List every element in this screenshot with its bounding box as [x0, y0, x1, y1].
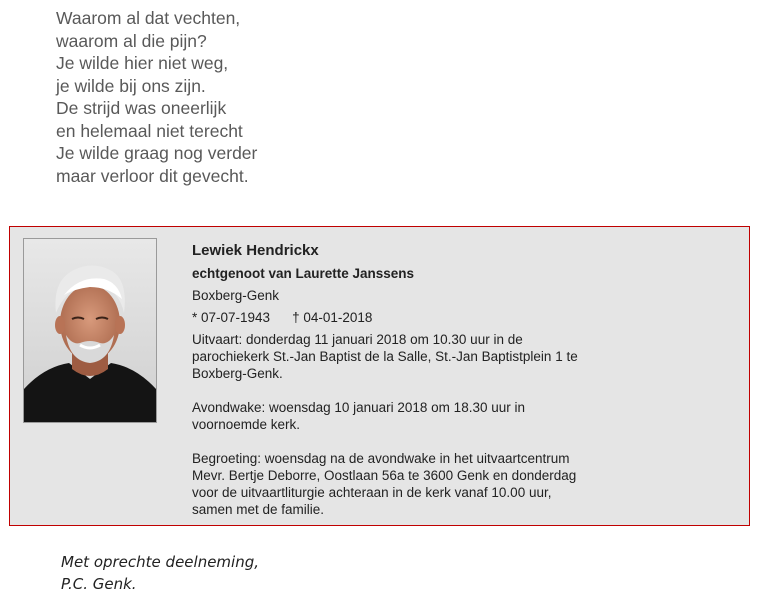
poem-line: Je wilde hier niet weg,: [56, 53, 229, 73]
deceased-name: Lewiek Hendrickx: [192, 242, 319, 259]
portrait-image: [24, 239, 156, 422]
poem-line: Waarom al dat vechten,: [56, 8, 241, 28]
poem-line: maar verloor dit gevecht.: [56, 165, 249, 186]
dates-line: [192, 309, 592, 326]
poem-line: waarom al die pijn?: [56, 30, 207, 51]
poem-line: je wilde bij ons zijn.: [56, 75, 206, 96]
notice-text: [192, 241, 592, 535]
death-notice-card: [9, 226, 750, 526]
closing-signature: P.C. Genk.: [61, 575, 137, 593]
closing-message: [61, 551, 259, 595]
birth-date: * 07-07-1943: [192, 310, 271, 325]
place-line: Boxberg-Genk: [192, 288, 280, 303]
poem: [56, 7, 257, 187]
poem-line: De strijd was oneerlijk: [56, 98, 227, 118]
portrait-photo: [23, 238, 157, 423]
spouse-line: echtgenoot van Laurette Janssens: [192, 266, 415, 281]
wake-paragraph: Avondwake: woensdag 10 januari 2018 om 18.30 uur in voornoemde kerk.: [192, 400, 525, 432]
closing-line: Met oprechte deelneming,: [61, 553, 260, 571]
funeral-paragraph: Uitvaart: donderdag 11 januari 2018 om 10.30 uur in de parochiekerk St.-Jan Baptist de la Salle, St.-Jan Baptistplein 1 te Boxberg-Genk.: [192, 332, 578, 381]
poem-line: Je wilde graag nog verder: [56, 143, 258, 163]
greeting-paragraph: Begroeting: woensdag na de avondwake in het uitvaartcentrum Mevr. Bertje Deborre, Oostlaan 56a te 3600 Genk en donderdag voor de uitvaartliturgie achteraan in de kerk vanaf 10.00 uur, samen met de familie.: [192, 451, 577, 517]
poem-line: en helemaal niet terecht: [56, 120, 243, 141]
death-date: † 04-01-2018: [292, 310, 373, 325]
